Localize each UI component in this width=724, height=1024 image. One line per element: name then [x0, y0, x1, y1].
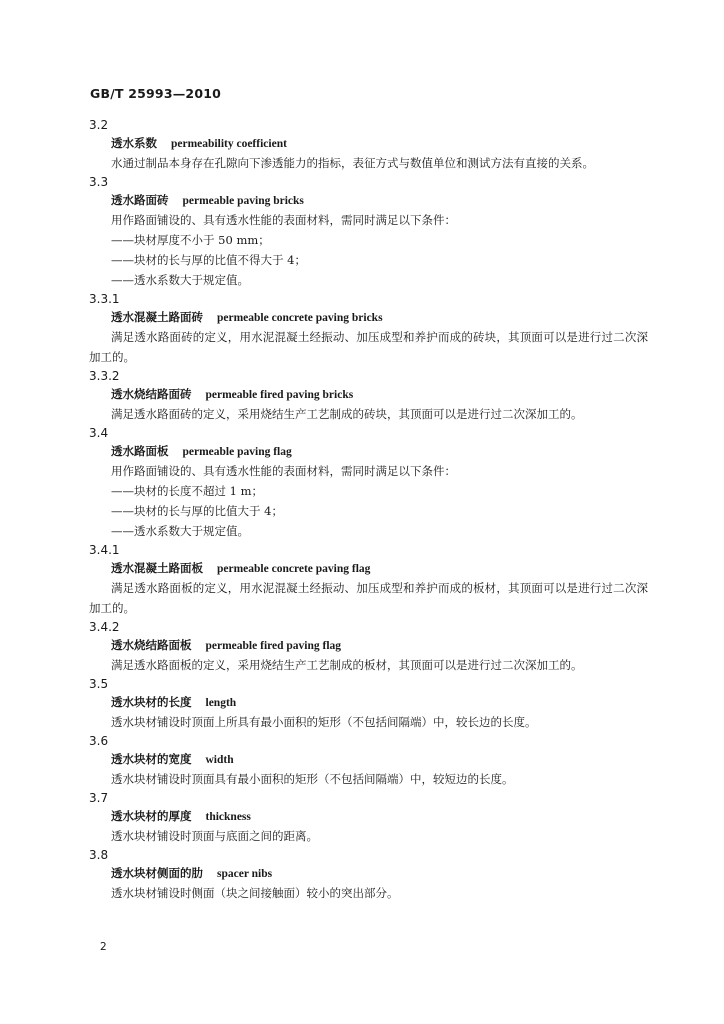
definition-entry — [0, 116, 724, 173]
term-en: thickness — [205, 811, 251, 823]
term-heading — [0, 750, 724, 769]
term-en: permeable concrete paving bricks — [217, 312, 383, 324]
term-heading — [0, 134, 724, 153]
term-heading — [0, 308, 724, 327]
term-zh: 透水混凝土路面砖 — [111, 310, 203, 324]
definition-text: 透水块材铺设时侧面（块之间接触面）较小的突出部分。 — [111, 886, 399, 900]
list-item: ——块材的长与厚的比值大于 4； — [111, 504, 283, 518]
definition-text: 满足透水路面砖的定义，采用烧结生产工艺制成的砖块，其顶面可以是进行过二次深加工的。 — [111, 407, 583, 421]
term-en: width — [205, 754, 234, 766]
term-zh: 透水块材的宽度 — [111, 752, 192, 766]
definition-entry — [0, 424, 724, 541]
term-zh: 透水混凝土路面板 — [111, 561, 203, 575]
term-heading — [0, 807, 724, 826]
term-heading — [0, 693, 724, 712]
list-item: ——块材的长度不超过 1 m； — [111, 484, 264, 498]
clause-number: 3.7 — [89, 791, 109, 805]
list-item: ——块材的长与厚的比值不得大于 4； — [111, 253, 306, 267]
term-zh: 透水烧结路面板 — [111, 638, 192, 652]
clause-number: 3.4 — [89, 426, 109, 440]
term-zh: 透水块材的厚度 — [111, 809, 192, 823]
term-zh: 透水块材的长度 — [111, 695, 192, 709]
term-zh: 透水块材侧面的肋 — [111, 866, 203, 880]
definition-entry — [0, 675, 724, 732]
term-en: spacer nibs — [217, 868, 273, 880]
clause-number: 3.4.1 — [89, 543, 120, 557]
term-en: permeable paving flag — [182, 446, 292, 458]
definition-text: 用作路面铺设的、具有透水性能的表面材料，需同时满足以下条件： — [111, 464, 456, 478]
term-en: permeable fired paving bricks — [205, 389, 354, 401]
terms-and-definitions — [0, 116, 724, 903]
clause-number: 3.3 — [89, 175, 109, 189]
term-en: permeability coefficient — [171, 138, 287, 150]
term-zh: 透水烧结路面砖 — [111, 387, 192, 401]
clause-number: 3.3.1 — [89, 292, 120, 306]
definition-entry — [0, 173, 724, 290]
term-zh: 透水路面板 — [111, 444, 169, 458]
term-en: permeable fired paving flag — [205, 640, 342, 652]
definition-entry — [0, 367, 724, 424]
term-zh: 透水路面砖 — [111, 193, 169, 207]
list-item: ——块材厚度不小于 50 mm； — [111, 233, 270, 247]
definition-text: 满足透水路面板的定义，用水泥混凝土经振动、加压成型和养护而成的板材，其顶面可以是进行过二次深加工的。 — [89, 581, 648, 615]
definition-text: 用作路面铺设的、具有透水性能的表面材料，需同时满足以下条件： — [111, 213, 456, 227]
definition-text: 透水块材铺设时顶面与底面之间的距离。 — [111, 829, 318, 843]
term-en: permeable paving bricks — [182, 195, 304, 207]
definition-text: 透水块材铺设时顶面上所具有最小面积的矩形（不包括间隔端）中，较长边的长度。 — [111, 715, 537, 729]
term-heading — [0, 442, 724, 461]
list-item: ——透水系数大于规定值。 — [111, 273, 249, 287]
term-en: permeable concrete paving flag — [217, 563, 371, 575]
clause-number: 3.6 — [89, 734, 109, 748]
term-heading — [0, 191, 724, 210]
definition-entry — [0, 290, 724, 367]
definition-entry — [0, 618, 724, 675]
clause-number: 3.4.2 — [89, 620, 120, 634]
clause-number: 3.5 — [89, 677, 109, 691]
standard-number-header: GB/T 25993—2010 — [90, 86, 222, 101]
definition-entry — [0, 789, 724, 846]
term-heading — [0, 636, 724, 655]
page-number: 2 — [100, 941, 107, 953]
term-en: length — [205, 697, 237, 709]
term-heading — [0, 864, 724, 883]
definition-text: 满足透水路面砖的定义，用水泥混凝土经振动、加压成型和养护而成的砖块，其顶面可以是进行过二次深加工的。 — [89, 330, 648, 364]
definition-entry — [0, 846, 724, 903]
definition-entry — [0, 732, 724, 789]
definition-text: 满足透水路面板的定义，采用烧结生产工艺制成的板材，其顶面可以是进行过二次深加工的。 — [111, 658, 583, 672]
term-heading — [0, 385, 724, 404]
definition-entry — [0, 541, 724, 618]
clause-number: 3.3.2 — [89, 369, 120, 383]
list-item: ——透水系数大于规定值。 — [111, 524, 249, 538]
term-heading — [0, 559, 724, 578]
term-zh: 透水系数 — [111, 136, 157, 150]
definition-text: 透水块材铺设时顶面具有最小面积的矩形（不包括间隔端）中，较短边的长度。 — [111, 772, 514, 786]
clause-number: 3.8 — [89, 848, 109, 862]
clause-number: 3.2 — [89, 118, 109, 132]
definition-text: 水通过制品本身存在孔隙向下渗透能力的指标，表征方式与数值单位和测试方法有直接的关系。 — [111, 156, 594, 170]
